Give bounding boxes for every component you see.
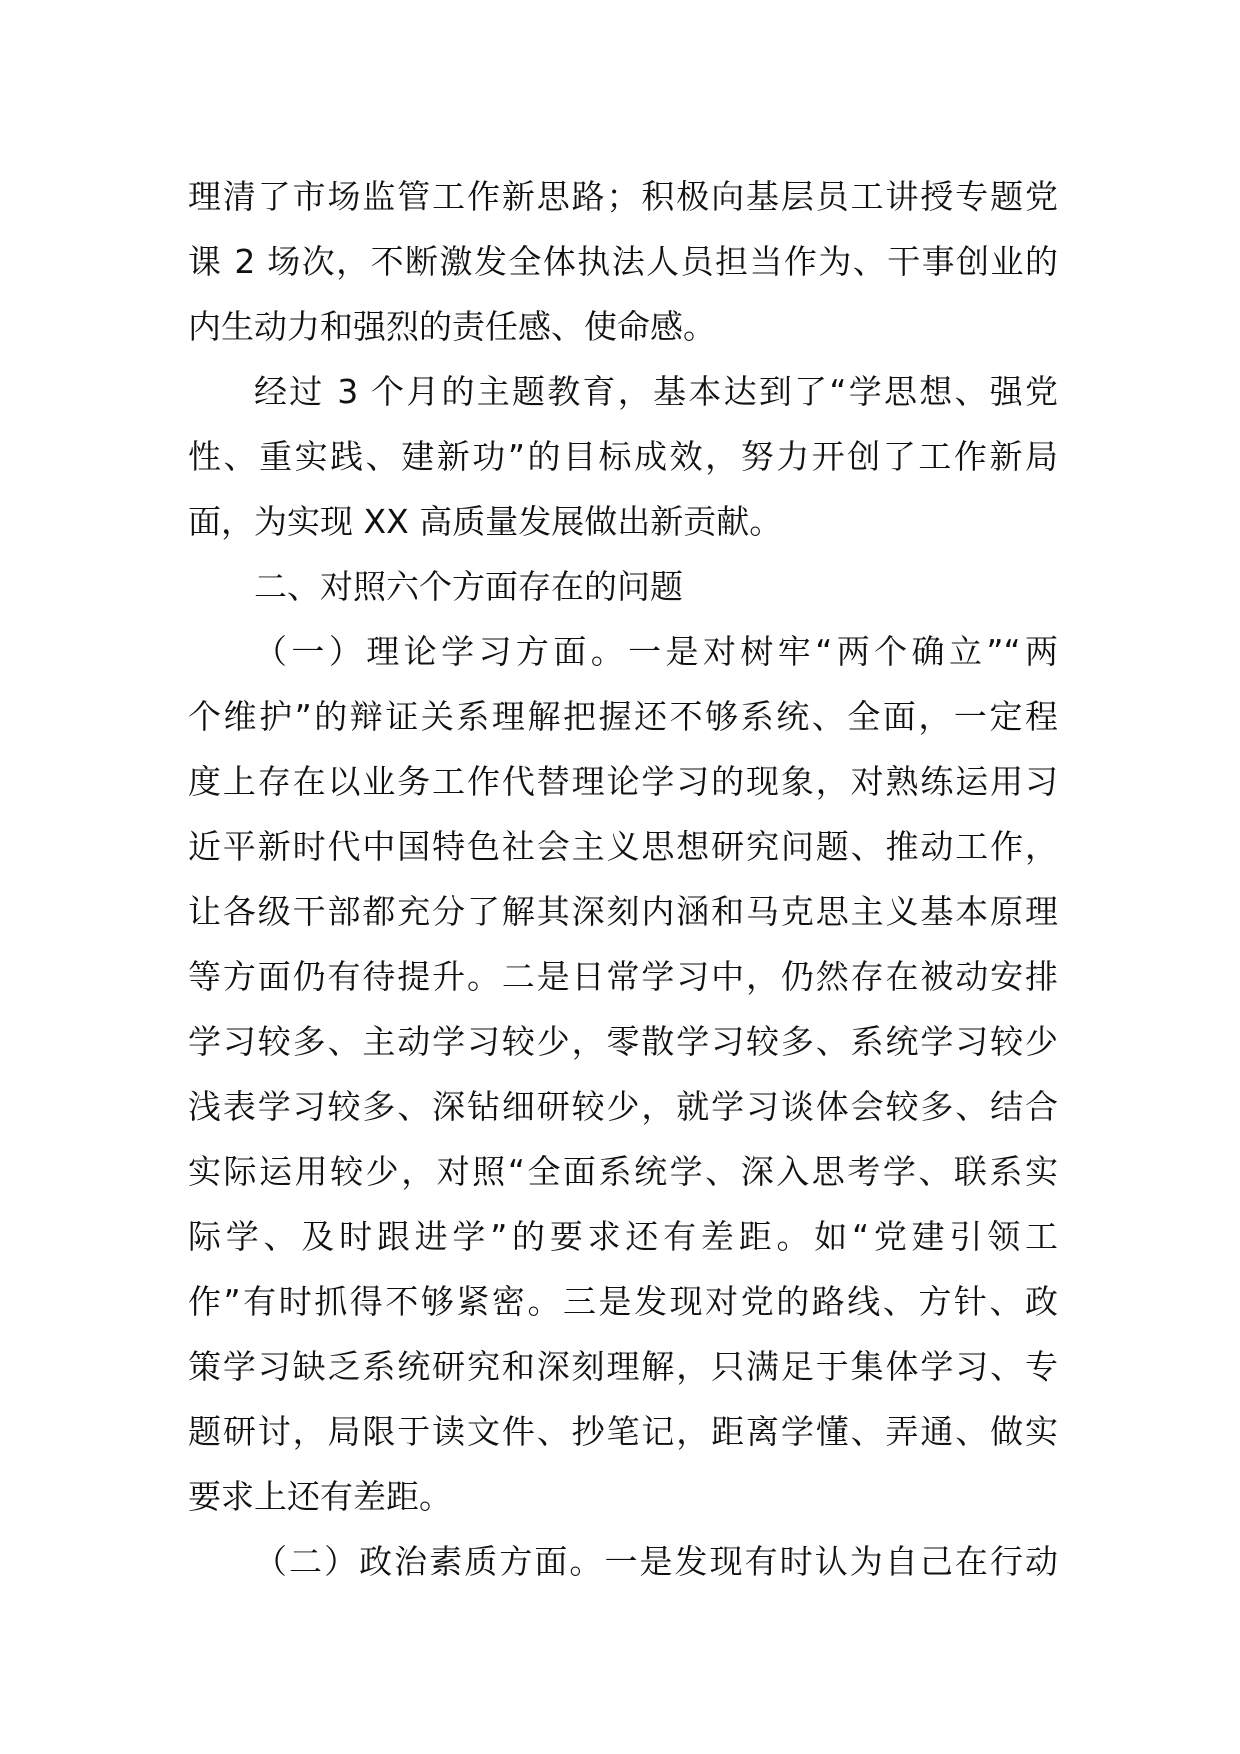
paragraph-first-line: 经过 3 个月的主题教育，基本达到了“学思想、强党 [254,372,1058,411]
text-line: 内生动力和强烈的责任感、使命感。 [188,307,716,346]
text-line: 度上存在以业务工作代替理论学习的现象，对熟练运用习 [188,762,1058,801]
text-line: 近平新时代中国特色社会主义思想研究问题、推动工作， [188,827,1058,866]
paragraph-first-line: （二）政治素质方面。一是发现有时认为自己在行动 [254,1542,1058,1581]
document-body [188,164,1058,1594]
section-heading: 二、对照六个方面存在的问题 [254,567,683,606]
text-line: 策学习缺乏系统研究和深刻理解，只满足于集体学习、专 [188,1347,1058,1386]
text-line: 课 2 场次，不断激发全体执法人员担当作为、干事创业的 [188,242,1058,281]
text-line: 浅表学习较多、深钻细研较少，就学习谈体会较多、结合 [188,1087,1058,1126]
text-line: 作”有时抓得不够紧密。三是发现对党的路线、方针、政 [188,1282,1058,1321]
text-line: 实际运用较少，对照“全面系统学、深入思考学、联系实 [188,1152,1058,1191]
text-line: 学习较多、主动学习较少，零散学习较多、系统学习较少 [188,1022,1058,1061]
text-line: 面，为实现 XX 高质量发展做出新贡献。 [188,502,783,541]
text-line: 等方面仍有待提升。二是日常学习中，仍然存在被动安排 [188,957,1058,996]
text-line: 题研讨，局限于读文件、抄笔记，距离学懂、弄通、做实 [188,1412,1058,1451]
text-line: 理清了市场监管工作新思路；积极向基层员工讲授专题党 [188,177,1058,216]
paragraph-first-line: （一）理论学习方面。一是对树牢“两个确立”“两 [254,632,1058,671]
text-line: 个维护”的辩证关系理解把握还不够系统、全面，一定程 [188,697,1058,736]
text-line: 性、重实践、建新功”的目标成效，努力开创了工作新局 [188,437,1058,476]
text-line: 际学、及时跟进学”的要求还有差距。如“党建引领工 [188,1217,1058,1256]
text-line: 要求上还有差距。 [188,1477,452,1516]
text-line: 让各级干部都充分了解其深刻内涵和马克思主义基本原理 [188,892,1058,931]
